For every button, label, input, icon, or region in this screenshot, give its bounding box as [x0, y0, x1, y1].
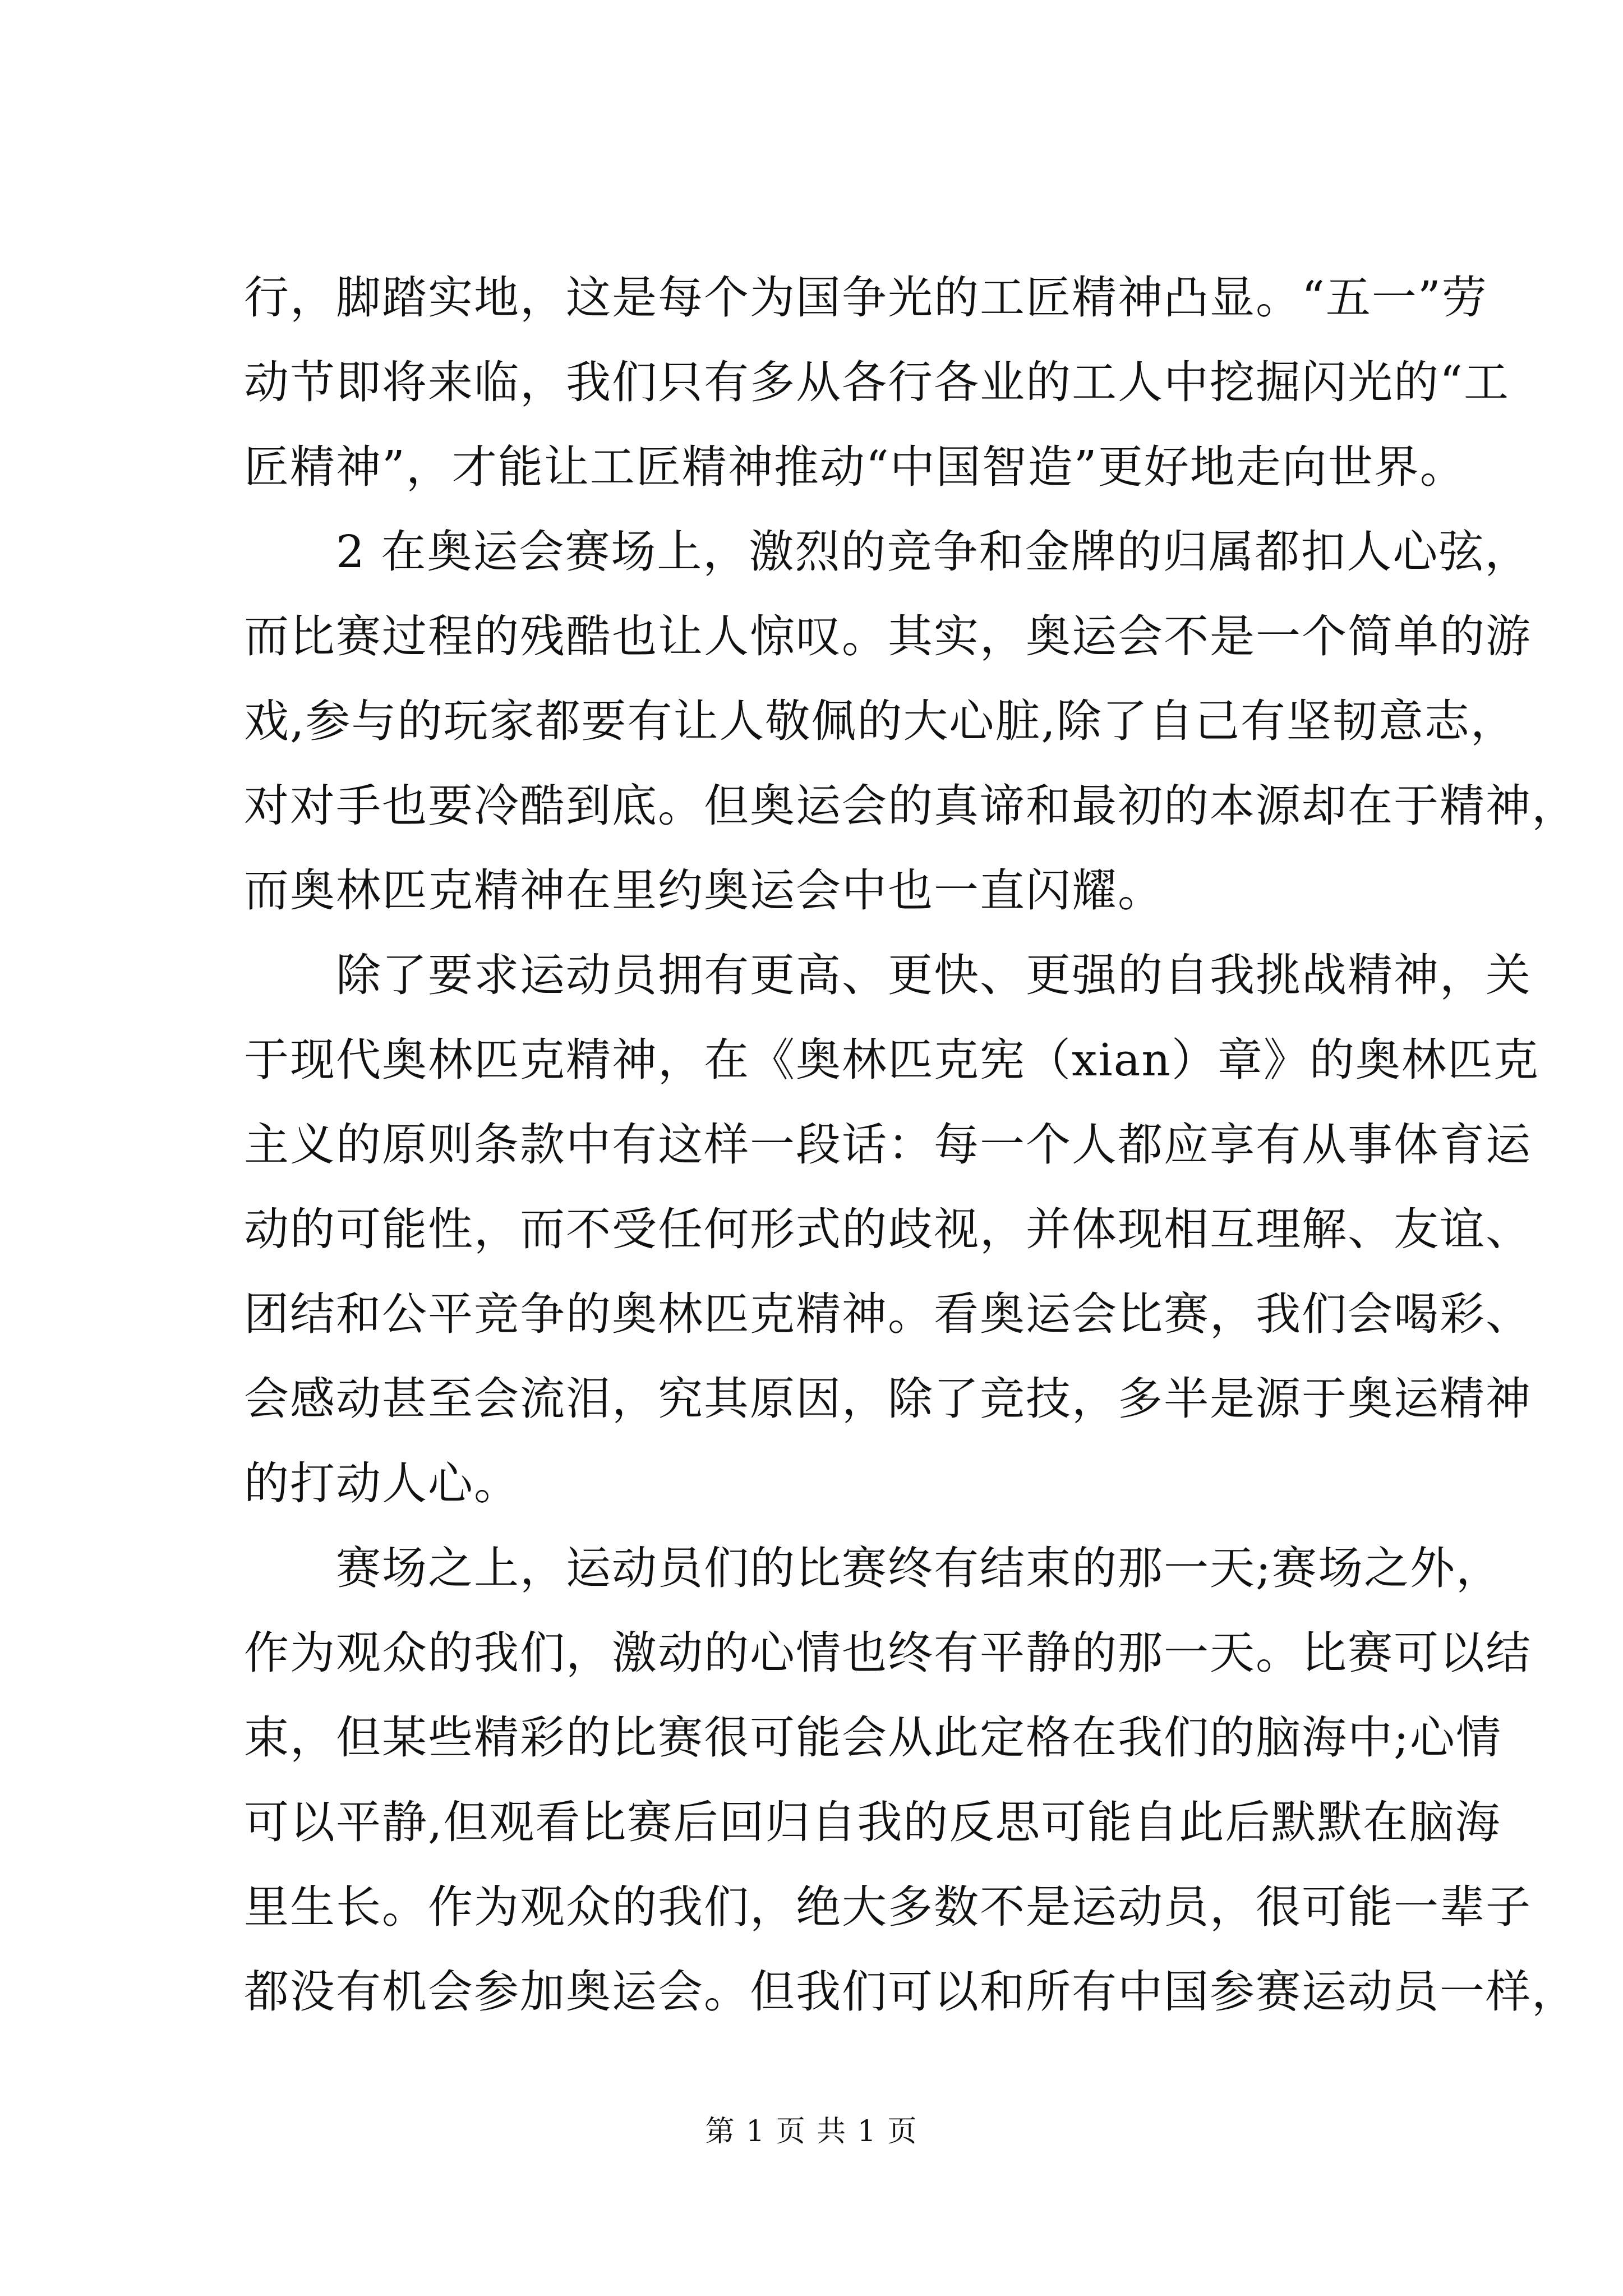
text-line: 而比赛过程的残酷也让人惊叹。其实，奥运会不是一个简单的游	[244, 610, 1532, 662]
text-line: 作为观众的我们，激动的心情也终有平静的那一天。比赛可以结	[244, 1627, 1532, 1679]
text-line: 赛场之上，运动员们的比赛终有结束的那一天;赛场之外，	[244, 1542, 1502, 1594]
document-body	[244, 255, 1578, 2034]
text-line: 可以平静,但观看比赛后回归自我的反思可能自此后默默在脑海	[244, 1796, 1501, 1848]
text-line: 束，但某些精彩的比赛很可能会从此定格在我们的脑海中;心情	[244, 1711, 1502, 1764]
page-footer	[0, 2112, 1623, 2151]
text-line: 而奥林匹克精神在里约奥运会中也一直闪耀。	[244, 864, 1164, 917]
text-line: 都没有机会参加奥运会。但我们可以和所有中国参赛运动员一样，	[244, 1966, 1578, 2018]
text-line: 于现代奥林匹克精神，在《奥林匹克宪（xian）章》的奥林匹克	[244, 1034, 1539, 1086]
text-line: 戏,参与的玩家都要有让人敬佩的大心脏,除了自己有坚韧意志，	[244, 695, 1516, 747]
text-line: 的打动人心。	[244, 1457, 520, 1510]
text-line: 里生长。作为观众的我们，绝大多数不是运动员，很可能一辈子	[244, 1881, 1532, 1933]
text-line: 匠精神”，才能让工匠精神推动“中国智造”更好地走向世界。	[244, 441, 1466, 493]
page-number-label: 第 1 页 共 1 页	[705, 2115, 918, 2148]
text-line: 会感动甚至会流泪，究其原因，除了竞技，多半是源于奥运精神	[244, 1373, 1532, 1425]
text-line: 对对手也要冷酷到底。但奥运会的真谛和最初的本源却在于精神，	[244, 780, 1578, 832]
text-line: 团结和公平竞争的奥林匹克精神。看奥运会比赛，我们会喝彩、	[244, 1288, 1532, 1340]
text-line: 动的可能性，而不受任何形式的歧视，并体现相互理解、友谊、	[244, 1203, 1532, 1255]
text-line: 动节即将来临，我们只有多从各行各业的工人中挖掘闪光的“工	[244, 356, 1510, 408]
text-line: 主义的原则条款中有这样一段话：每一个人都应享有从事体育运	[244, 1119, 1532, 1171]
text-line: 行，脚踏实地，这是每个为国争光的工匠精神凸显。“五一”劳	[244, 272, 1488, 324]
text-line: 2 在奥运会赛场上，激烈的竞争和金牌的归属都扣人心弦，	[244, 526, 1531, 578]
text-line: 除了要求运动员拥有更高、更快、更强的自我挑战精神，关	[244, 949, 1532, 1001]
